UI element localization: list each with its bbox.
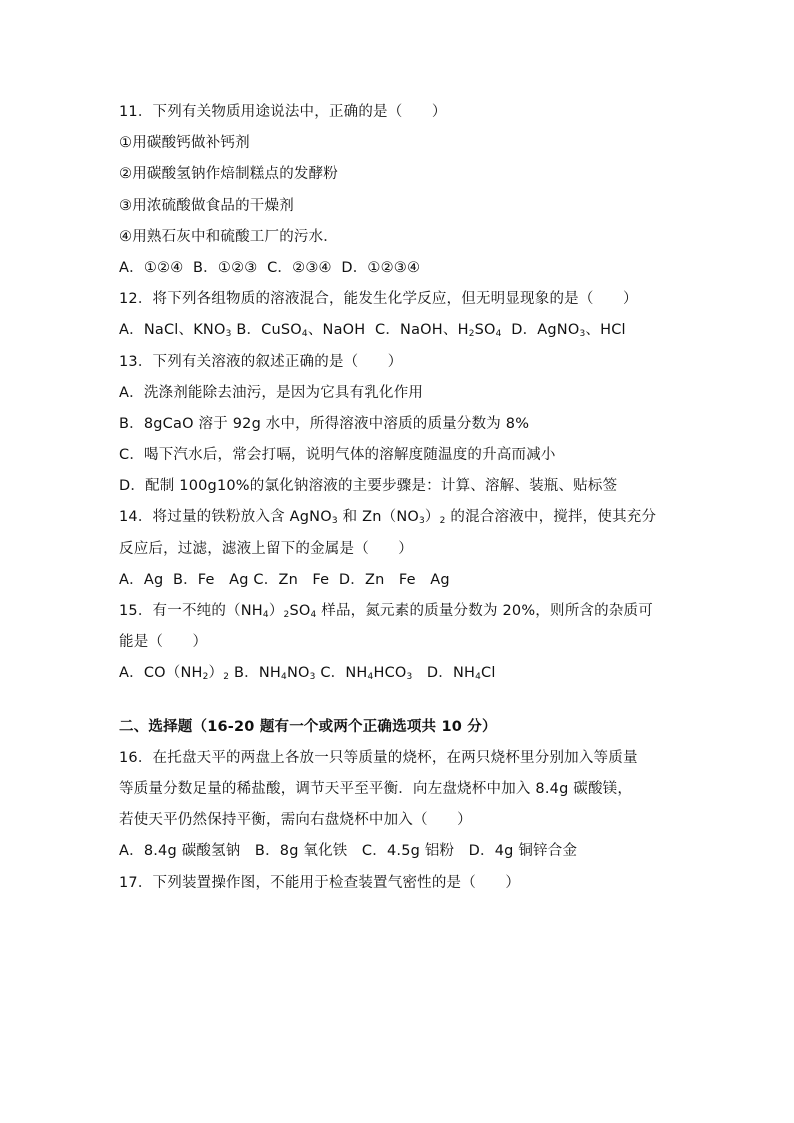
section-spacer bbox=[119, 690, 689, 712]
question-13-stem: 13．下列有关溶液的叙述正确的是（ ） bbox=[119, 353, 403, 370]
question-12-stem: 12．将下列各组物质的溶液混合，能发生化学反应，但无明显现象的是（ ） bbox=[119, 291, 638, 308]
question-16-options: A．8.4g 碳酸氢钠 B．8g 氧化铁 C．4.5g 铝粉 D．4g 铜锌合金 bbox=[119, 843, 578, 860]
question-13-option-b: B．8gCaO 溶于 92g 水中，所得溶液中溶质的质量分数为 8% bbox=[119, 415, 530, 432]
question-11-stem: 11．下列有关物质用途说法中，正确的是（ ） bbox=[119, 104, 447, 120]
question-16-stem-line-2: 等质量分数足量的稀盐酸，调节天平至平衡．向左盘烧杯中加入 8.4g 碳酸镁， bbox=[119, 780, 633, 797]
question-11-item-2: ②用碳酸氢钠作焙制糕点的发酵粉 bbox=[119, 166, 338, 183]
question-13-option-c: C．喝下汽水后，常会打嗝，说明气体的溶解度随温度的升高而减小 bbox=[119, 447, 556, 464]
question-15-stem-line-2: 能是（ ） bbox=[119, 634, 208, 651]
section-2-title: 二、选择题（16-20 题有一个或两个正确选项共 10 分） bbox=[119, 718, 497, 735]
document-page bbox=[119, 97, 689, 899]
question-11-item-4: ④用熟石灰中和硫酸工厂的污水． bbox=[119, 228, 338, 245]
question-17-stem: 17．下列装置操作图，不能用于检查装置气密性的是（ ） bbox=[119, 874, 521, 891]
question-14-stem: 14．将过量的铁粉放入含 AgNO$_3$ 和 $Zn(NO_3)_2$ 的混合溶液中，搅拌，使其充分 bbox=[119, 509, 657, 527]
question-16-stem-line-1: 16．在托盘天平的两盘上各放一只等质量的烧杯，在两只烧杯里分别加入等质量 bbox=[119, 749, 638, 766]
question-13-option-d: D．配制 100g10%的氯化钠溶液的主要步骤是：计算、溶解、装瓶、贴标签 bbox=[119, 478, 618, 495]
question-14-options: A．Ag B．Fe Ag C．Zn Fe D．Zn Fe Ag bbox=[119, 571, 450, 588]
question-14-stem-line-2: 反应后，过滤，滤液上留下的金属是（ ） bbox=[119, 540, 413, 557]
question-15-stem: 15．有一不纯的$(NH_4)_2SO_4$ 样品，氮元素的质量分数为 20%，则所含的杂质可 bbox=[119, 603, 653, 620]
question-11-item-3: ③用浓硫酸做食品的干燥剂 bbox=[119, 197, 294, 214]
question-15-options: A．$CO(NH_2)_2$ B．$NH_4NO_3$ C．$NH_4HCO_3$ D．$NH_4Cl$ bbox=[119, 665, 496, 683]
question-11-options: A．①②④ B．①②③ C．②③④ D．①②③④ bbox=[119, 259, 421, 276]
question-13-option-a: A．洗涤剂能除去油污，是因为它具有乳化作用 bbox=[119, 384, 424, 401]
question-11-item-1: ①用碳酸钙做补钙剂 bbox=[119, 135, 250, 152]
question-12-options: A．NaCl、$KNO_3$ B．CuSO$_4$、NaOH C．NaOH、$H_2SO_4$ D．AgNO$_3$、HCl bbox=[119, 322, 626, 340]
question-16-stem-line-3: 若使天平仍然保持平衡，需向右盘烧杯中加入（ ） bbox=[119, 812, 472, 829]
